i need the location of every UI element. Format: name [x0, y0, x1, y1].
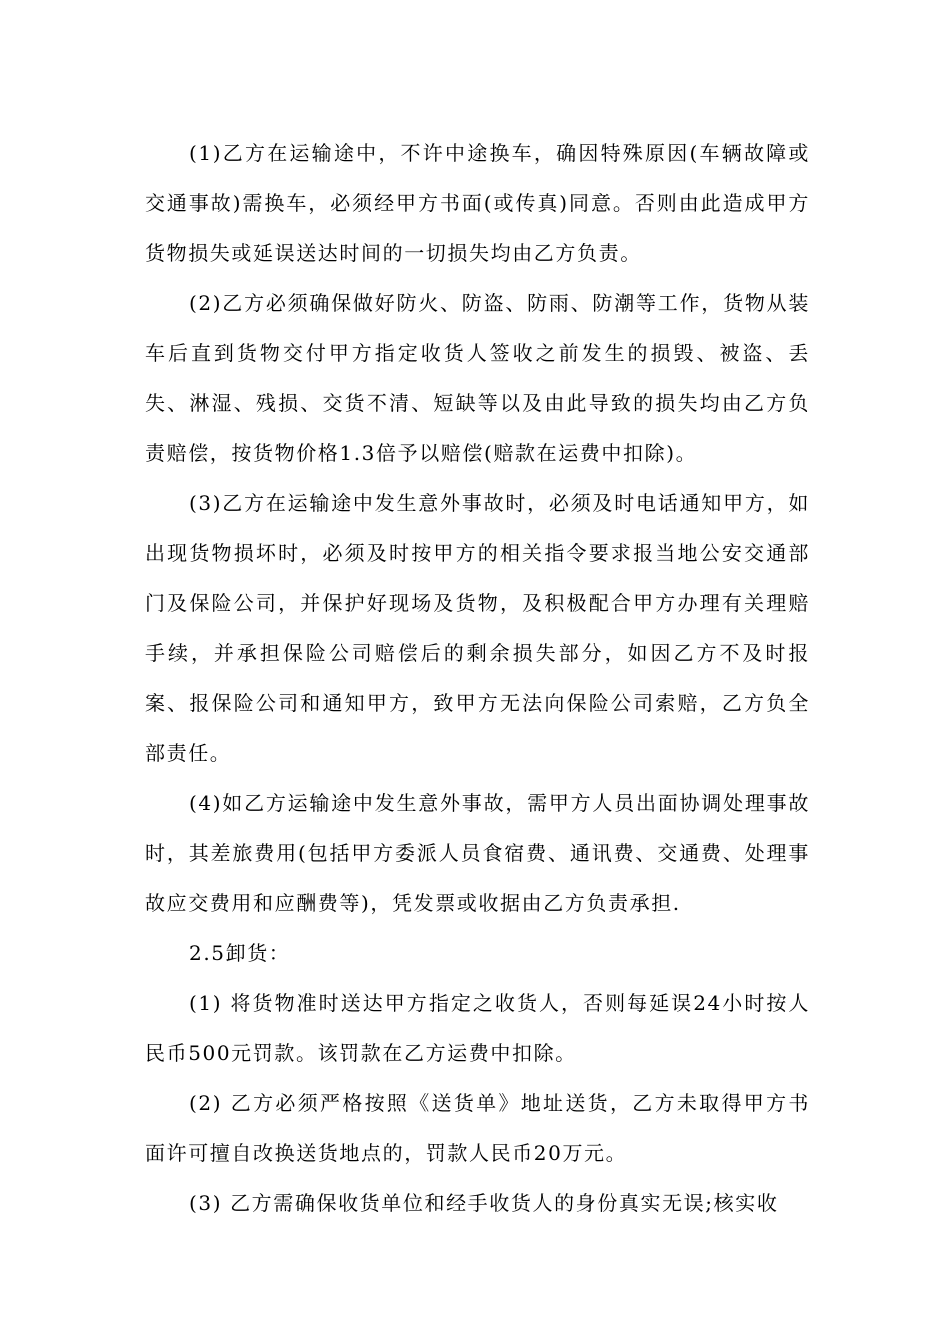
unloading-item-1: (1) 将货物准时送达甲方指定之收货人，否则每延误24小时按人民币500元罚款。该罚款在乙方运费中扣除。 — [145, 991, 810, 1065]
paragraph-2-cargo-protection: (2)乙方必须确保做好防火、防盗、防雨、防潮等工作，货物从装车后直到货物交付甲方指定收货人签收之前发生的损毁、被盗、丢失、淋湿、残损、交货不清、短缺等以及由此导致的损失均由乙方负责赔偿，按货物价格1.3倍予以赔偿(赔款在运费中扣除)。 — [145, 291, 810, 465]
unloading-item-2: (2) 乙方必须严格按照《送货单》地址送货，乙方未取得甲方书面许可擅自改换送货地点的，罚款人民币20万元。 — [145, 1091, 810, 1165]
section-heading-unloading: 2.5卸货： — [189, 941, 291, 965]
document-body — [145, 128, 810, 1228]
paragraph-4-accident-costs: (4)如乙方运输途中发生意外事故，需甲方人员出面协调处理事故时，其差旅费用(包括甲方委派人员食宿费、通讯费、交通费、处理事故应交费用和应酬费等)，凭发票或收据由乙方负责承担. — [145, 791, 810, 915]
paragraph-3-accident-handling: (3)乙方在运输途中发生意外事故时，必须及时电话通知甲方，如出现货物损坏时，必须及时按甲方的相关指令要求报当地公安交通部门及保险公司，并保护好现场及货物，及积极配合甲方办理有关理赔手续，并承担保险公司赔偿后的剩余损失部分，如因乙方不及时报案、报保险公司和通知甲方，致甲方无法向保险公司索赔，乙方负全部责任。 — [145, 491, 810, 765]
unloading-item-3: (3) 乙方需确保收货单位和经手收货人的身份真实无误;核实收 — [189, 1191, 779, 1215]
paragraph-1-transfer-vehicle: (1)乙方在运输途中，不许中途换车，确因特殊原因(车辆故障或交通事故)需换车，必须经甲方书面(或传真)同意。否则由此造成甲方货物损失或延误送达时间的一切损失均由乙方负责。 — [145, 141, 810, 265]
